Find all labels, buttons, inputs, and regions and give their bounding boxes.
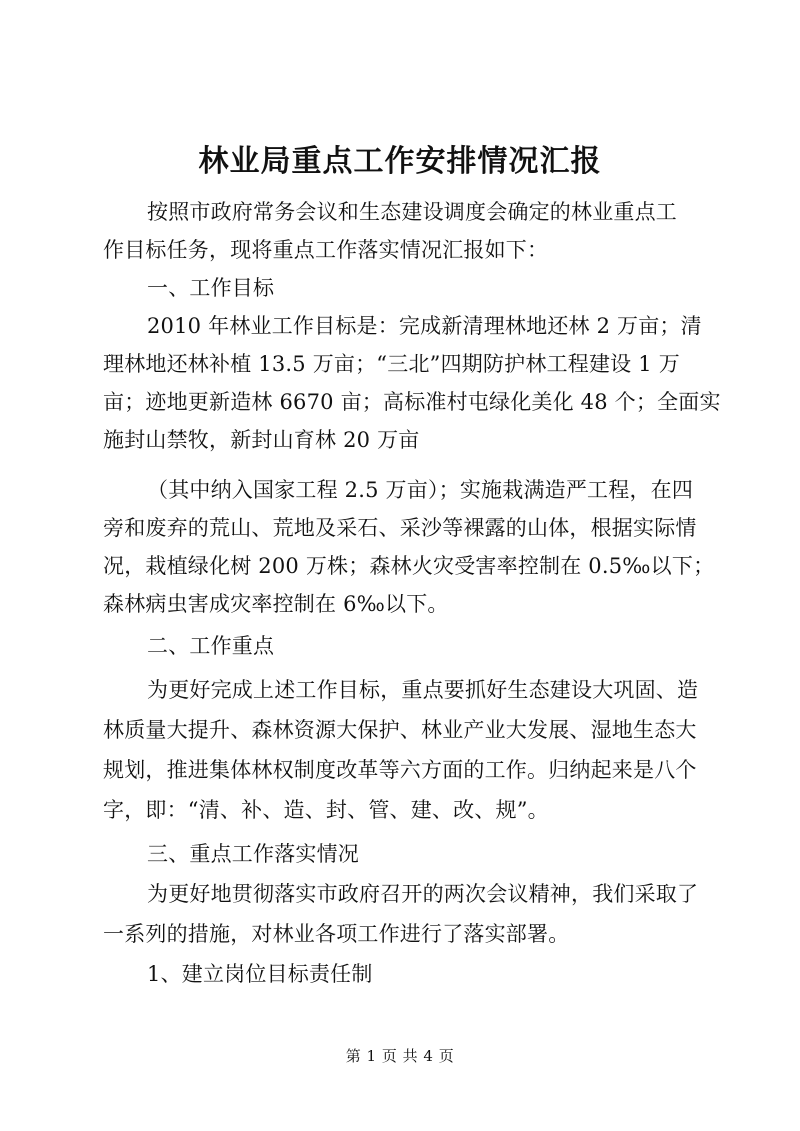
page-footer: 第 1 页 共 4 页 bbox=[345, 1047, 455, 1065]
paragraph-line: 施封山禁牧，新封山育林 20 万亩 bbox=[103, 428, 420, 452]
paragraph-line: 林质量大提升、森林资源大保护、林业产业大发展、湿地生态大 bbox=[103, 718, 697, 742]
paragraph-line: 按照市政府常务会议和生态建设调度会确定的林业重点工 bbox=[147, 200, 677, 224]
section-heading-1: 一、工作目标 bbox=[147, 276, 275, 300]
paragraph-line: 理林地还林补植 13.5 万亩；“三北”四期防护林工程建设 1 万 bbox=[103, 352, 680, 376]
paragraph-line: 况，栽植绿化树 200 万株；森林火灾受害率控制在 0.5‰以下； bbox=[103, 554, 715, 578]
paragraph-line: 亩；迹地更新造林 6670 亩；高标准村屯绿化美化 48 个；全面实 bbox=[103, 390, 721, 414]
paragraph-line: 作目标任务，现将重点工作落实情况汇报如下： bbox=[103, 238, 549, 262]
document-title: 林业局重点工作安排情况汇报 bbox=[198, 144, 602, 179]
paragraph-line: 为更好完成上述工作目标，重点要抓好生态建设大巩固、造 bbox=[147, 678, 699, 702]
section-heading-2: 二、工作重点 bbox=[147, 634, 275, 658]
paragraph-line: 一系列的措施，对林业各项工作进行了落实部署。 bbox=[103, 922, 570, 946]
subsection-heading: 1、建立岗位目标责任制 bbox=[147, 962, 373, 986]
paragraph-line: 字，即：“清、补、造、封、管、建、改、规”。 bbox=[103, 798, 549, 822]
section-heading-3: 三、重点工作落实情况 bbox=[147, 842, 359, 866]
paragraph-line: 2010 年林业工作目标是：完成新清理林地还林 2 万亩；清 bbox=[147, 314, 702, 338]
paragraph-line: 规划，推进集体林权制度改革等六方面的工作。归纳起来是八个 bbox=[103, 758, 697, 782]
paragraph-line: 为更好地贯彻落实市政府召开的两次会议精神，我们采取了 bbox=[147, 882, 699, 906]
paragraph-line: （其中纳入国家工程 2.5 万亩）；实施栽满造严工程，在四 bbox=[147, 478, 694, 502]
paragraph-line: 旁和废弃的荒山、荒地及采石、采沙等裸露的山体，根据实际情 bbox=[103, 516, 697, 540]
paragraph-line: 森林病虫害成灾率控制在 6‰以下。 bbox=[103, 592, 449, 616]
